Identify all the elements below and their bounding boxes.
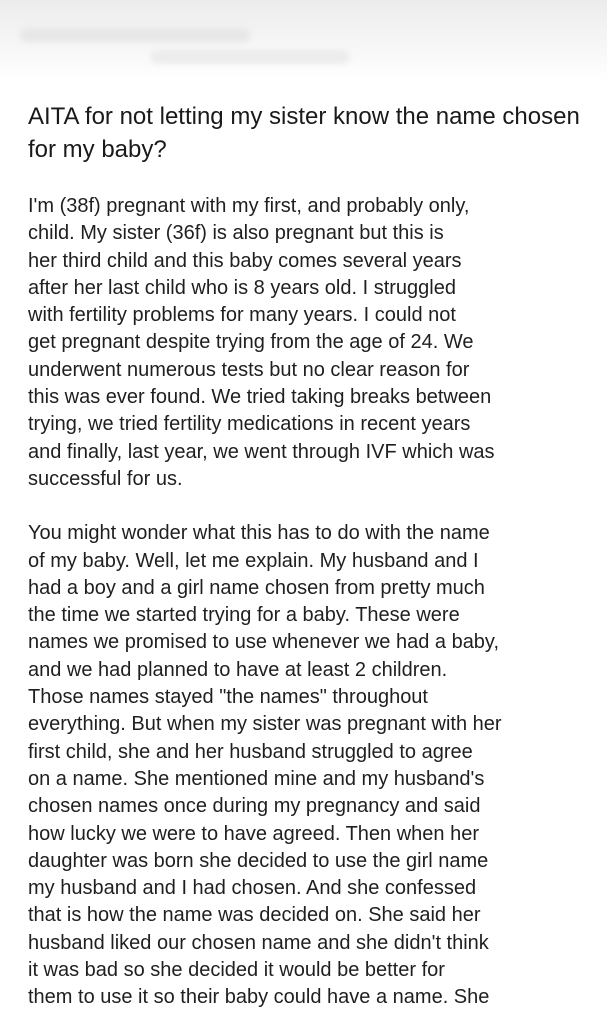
blurred-header-line (20, 28, 250, 42)
post-paragraph: You might wonder what this has to do with the name of my baby. Well, let me explain. My husband and I had a boy and a girl name chosen from pretty much the time we started trying for a baby. These were names we promised to use whenever we had a baby, and we had planned to have at least 2 children. Those names stayed "the names" throughout everything. But when my sister was pregnant with her first child, she and her husband struggled to agree on a name. She mentioned mine and my husband's chosen names once during my pregnancy and said how lucky we were to have agreed. Then when her daughter was born she decided to use the girl name my husband and I had chosen. And she confessed that is how the name was decided on. She said her husband liked our chosen name and she didn't think it was bad so she decided it would be better for them to use it so their baby could have a name. She (28, 522, 502, 1009)
blurred-header (0, 0, 607, 80)
post-body (28, 193, 588, 1012)
post-content (28, 100, 588, 1012)
blurred-header-line (150, 50, 350, 64)
post-title: AITA for not letting my sister know the name chosen for my baby? (28, 103, 580, 163)
post-paragraph: I'm (38f) pregnant with my first, and probably only, child. My sister (36f) is also pregnant but this is her third child and this baby comes several years after her last child who is 8 years old. I struggled with fertility problems for many years. I could not get pregnant despite trying from the age of 24. We underwent numerous tests but no clear reason for this was ever found. We tried taking breaks between trying, we tried fertility medications in recent years and finally, last year, we went through IVF which was successful for us. (28, 195, 495, 490)
